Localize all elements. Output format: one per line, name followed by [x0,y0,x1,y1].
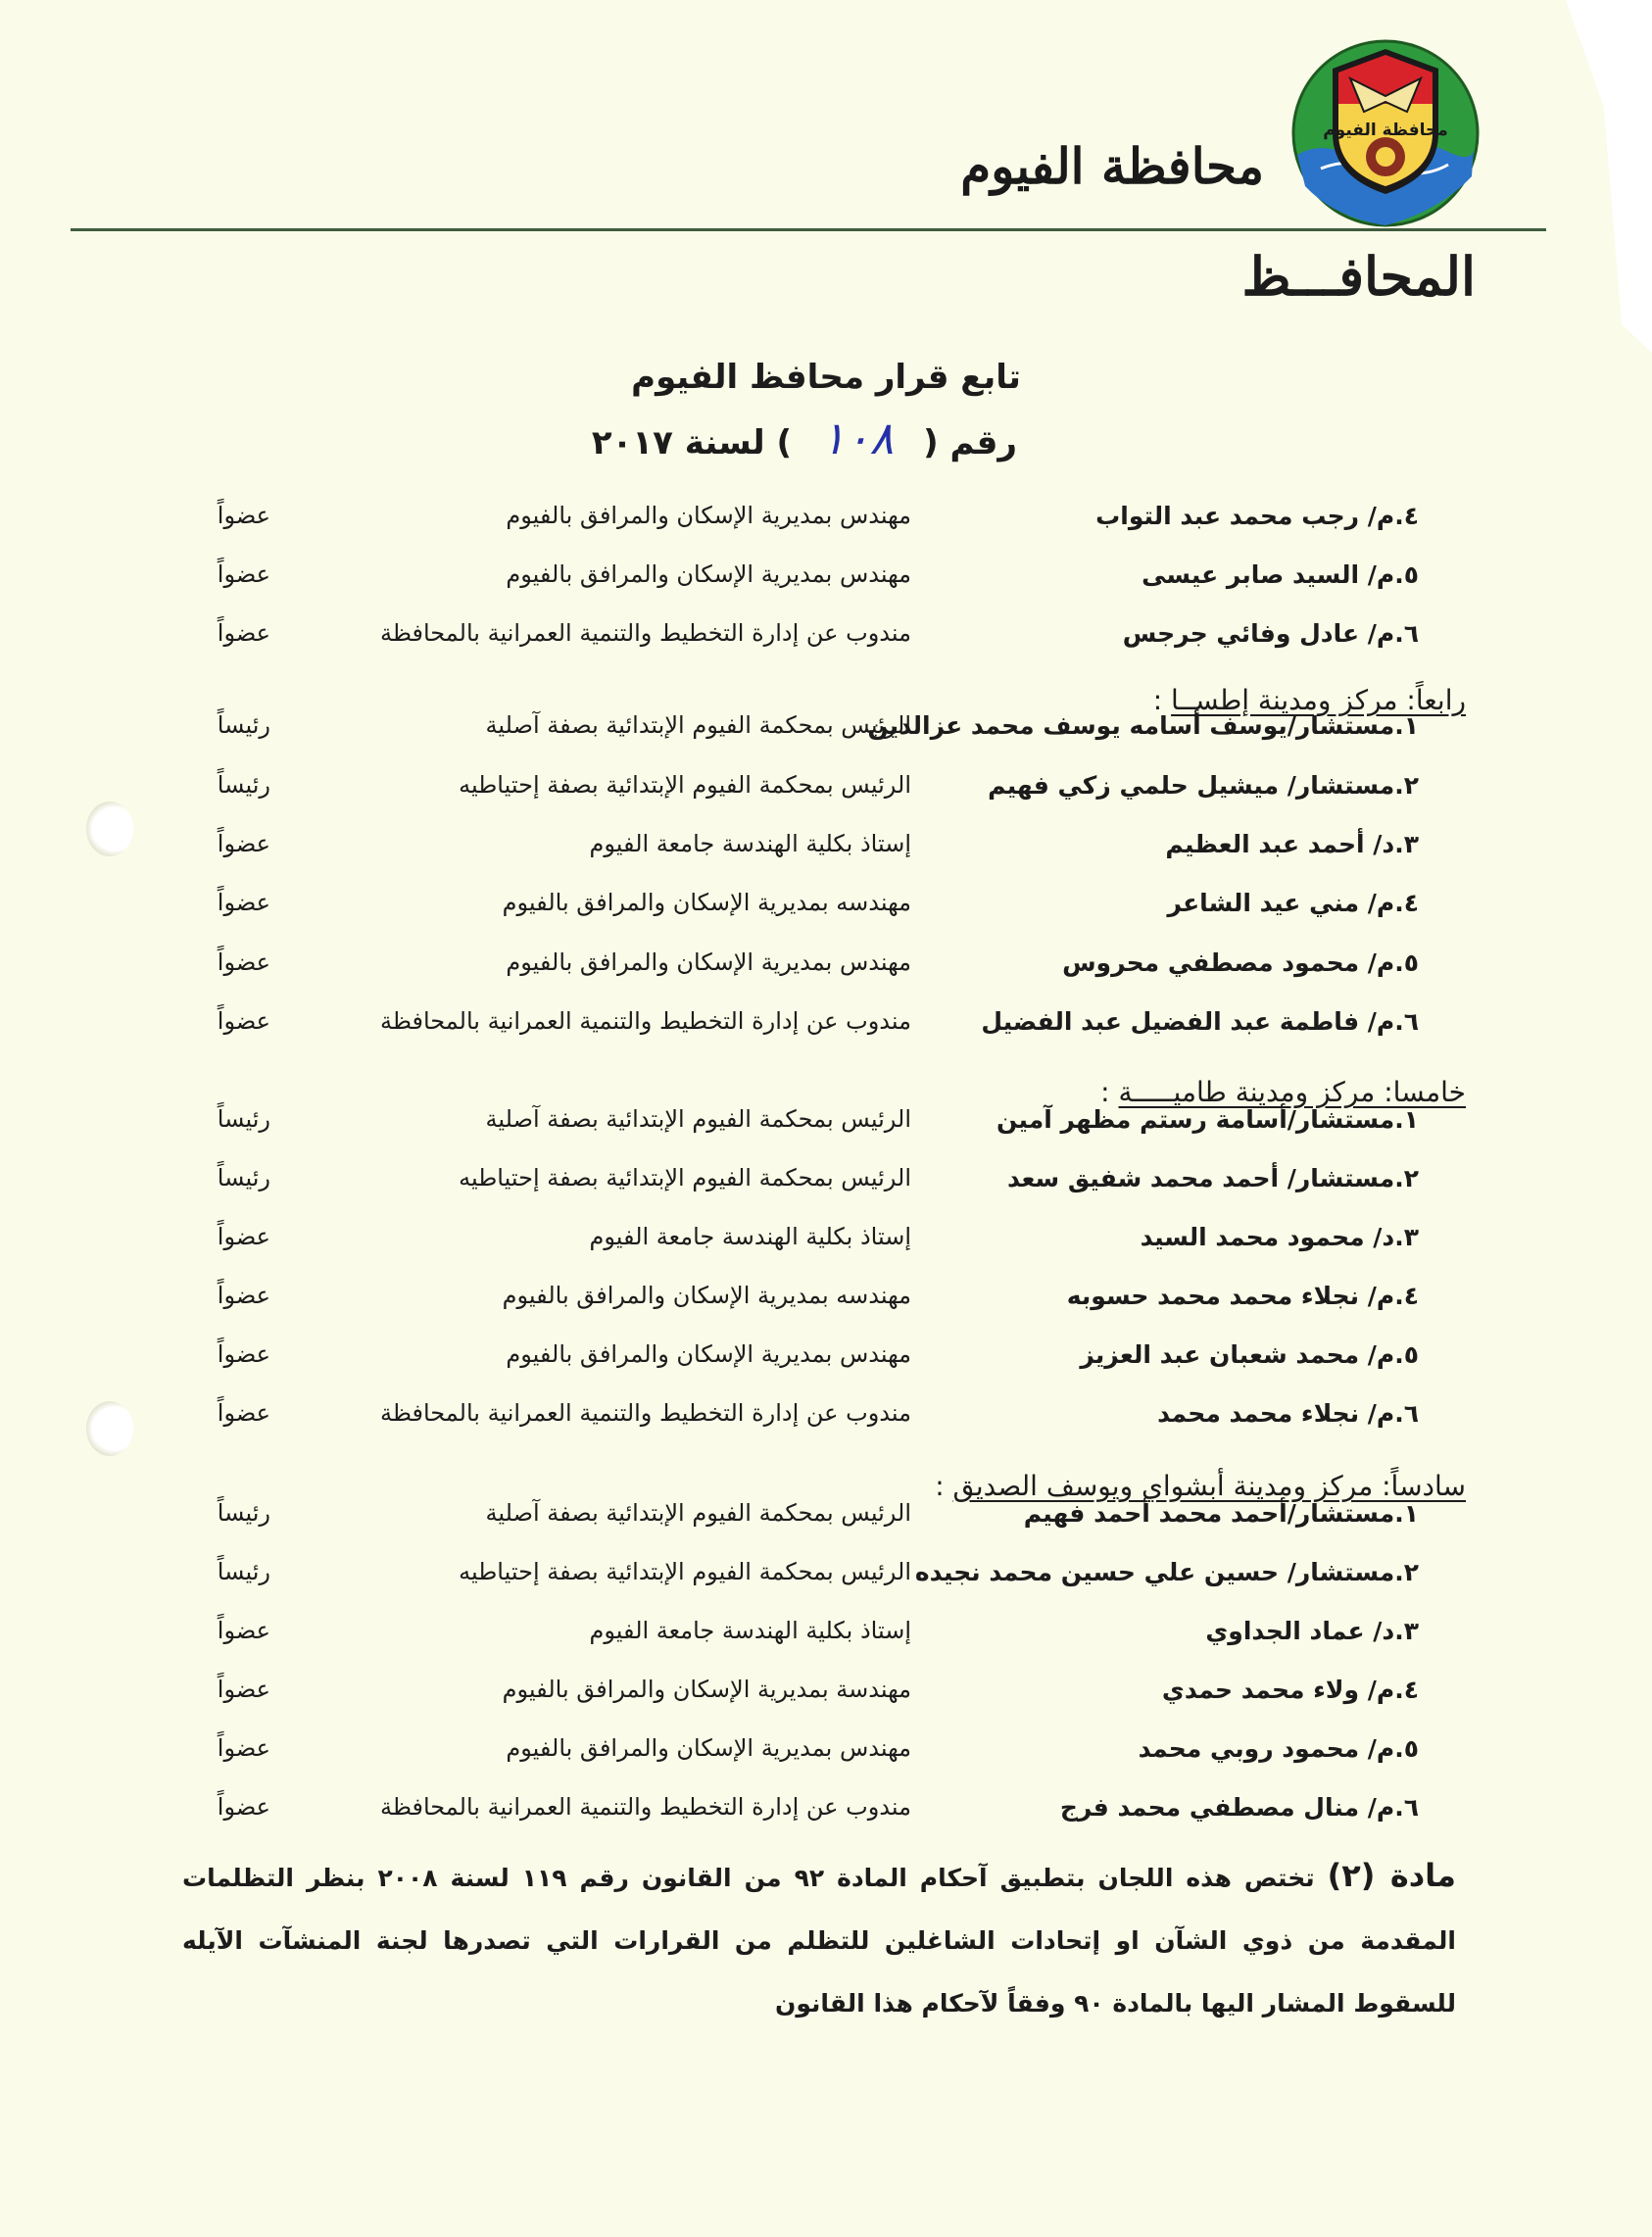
article-label: مادة (٢) [1327,1857,1456,1894]
member-role: عضواً [217,1617,270,1644]
office-title: المحافـــظ [1241,245,1476,308]
member-name: ١.مستشار/يوسف أسامه يوسف محمد عزالدين [867,711,1419,740]
member-position: مهندسه بمديرية الإسكان والمرافق بالفيوم [502,1282,911,1309]
year-label: ) لسنة ٢٠١٧ [591,423,792,462]
member-name: ٢.مستشار/ ميشيل حلمي زكي فهيم [988,771,1419,800]
member-position: الرئيس بمحكمة الفيوم الإبتدائية بصفة إحتياطيه [459,1164,911,1191]
member-position: الرئيس بمحكمة الفيوم الإبتدائية بصفة آصلية [485,1105,911,1133]
member-name: ٤.م/ مني عيد الشاعر [1167,889,1419,917]
member-role: عضواً [217,560,270,588]
article-text: تختص هذه اللجان بتطبيق آحكام المادة ٩٢ من القانون رقم ١١٩ لسنة ٢٠٠٨ بنظر التظلمات المقدمة من ذوي الشآن او إتحادات الشاغلين للتظلم من القرارات التي تصدرها لجنة المنشآت الآيله للسقوط المشار اليها بالمادة ٩٠ وفقاً لآحكام هذا القانون [182,1864,1456,2018]
member-name: ٢.مستشار/ أحمد محمد شفيق سعد [1007,1164,1419,1192]
section-title: خامسا: مركز ومدينة طاميـــــة [1118,1076,1466,1108]
member-name: ٦.م/ فاطمة عبد الفضيل عبد الفضيل [981,1007,1419,1036]
torn-corner [1544,0,1652,353]
member-role: عضواً [217,1399,270,1427]
section-colon: : [935,1470,953,1502]
member-row [0,771,1652,810]
section-colon: : [1152,684,1172,716]
member-row [0,560,1652,600]
section-colon: : [1100,1076,1119,1108]
member-row [0,889,1652,928]
member-row [0,1734,1652,1774]
member-position: إستاذ بكلية الهندسة جامعة الفيوم [589,830,911,857]
member-row [0,1282,1652,1321]
member-role: عضواً [217,1282,270,1309]
decision-number-line [592,412,1017,464]
member-name: ٥.م/ محمد شعبان عبد العزيز [1080,1340,1419,1369]
article-paragraph [182,1844,1456,2035]
member-position: مهندسه بمديرية الإسكان والمرافق بالفيوم [502,889,911,916]
member-row [0,1399,1652,1438]
member-name: ٣.د/ عماد الجداوي [1205,1617,1419,1645]
member-name: ٥.م/ محمود مصطفي محروس [1062,948,1419,977]
member-position: الرئيس بمحكمة الفيوم الإبتدائية بصفة آصلية [485,711,911,739]
member-row [0,619,1652,658]
member-name: ٦.م/ عادل وفائي جرجس [1122,619,1419,648]
member-role: عضواً [217,1793,270,1821]
decision-title: تابع قرار محافظ الفيوم [631,358,1021,397]
member-row [0,1007,1652,1046]
member-name: ١.مستشار/أسامة رستم مظهر آمين [996,1105,1419,1134]
member-name: ٥.م/ محمود روبي محمد [1138,1734,1419,1763]
member-role: رئيساً [217,771,270,799]
member-row [0,502,1652,541]
governorate-name: محافظة الفيوم [960,137,1264,195]
member-row [0,1617,1652,1656]
member-name: ١.مستشار/أحمد محمد أحمد فهيم [1023,1499,1419,1528]
member-role: عضواً [217,619,270,647]
member-row [0,1164,1652,1203]
section-title: رابعاً: مركز ومدينة إطســا [1171,684,1466,716]
member-role: عضواً [217,830,270,857]
member-position: مهندس بمديرية الإسكان والمرافق بالفيوم [506,502,911,529]
member-position: إستاذ بكلية الهندسة جامعة الفيوم [589,1223,911,1250]
member-position: مهندس بمديرية الإسكان والمرافق بالفيوم [506,1340,911,1368]
member-position: الرئيس بمحكمة الفيوم الإبتدائية بصفة إحتياطيه [459,771,911,799]
handwritten-number: ١٠٨ [821,412,895,464]
member-position: مهندس بمديرية الإسكان والمرافق بالفيوم [506,948,911,976]
member-position: الرئيس بمحكمة الفيوم الإبتدائية بصفة إحتياطيه [459,1558,911,1585]
member-name: ٤.م/ رجب محمد عبد التواب [1095,502,1419,530]
member-position: إستاذ بكلية الهندسة جامعة الفيوم [589,1617,911,1644]
member-name: ٤.م/ ولاء محمد حمدي [1161,1676,1419,1704]
member-name: ٢.مستشار/ حسين علي حسين محمد نجيده [914,1558,1419,1586]
member-row [0,1499,1652,1538]
member-role: رئيساً [217,1558,270,1585]
section-heading [1100,1076,1466,1108]
member-row [0,1223,1652,1262]
member-row [0,711,1652,751]
member-position: مندوب عن إدارة التخطيط والتنمية العمرانية بالمحافظة [379,1793,911,1821]
member-row [0,1793,1652,1832]
member-role: عضواً [217,948,270,976]
member-position: مهندس بمديرية الإسكان والمرافق بالفيوم [506,1734,911,1762]
member-role: عضواً [217,889,270,916]
member-role: عضواً [217,1340,270,1368]
member-position: مندوب عن إدارة التخطيط والتنمية العمرانية بالمحافظة [379,1399,911,1427]
member-role: رئيساً [217,711,270,739]
member-name: ٦.م/ منال مصطفي محمد فرج [1059,1793,1419,1822]
emblem-text: محافظة الفيوم [1323,121,1448,140]
member-name: ٣.د/ أحمد عبد العظيم [1165,830,1419,858]
member-row [0,1676,1652,1715]
member-row [0,830,1652,869]
member-role: رئيساً [217,1164,270,1191]
member-role: عضواً [217,1007,270,1035]
member-row [0,1340,1652,1380]
governorate-emblem [1291,39,1480,227]
member-row [0,948,1652,988]
member-name: ٣.د/ محمود محمد السيد [1140,1223,1419,1251]
member-name: ٤.م/ نجلاء محمد محمد حسوبه [1066,1282,1419,1310]
member-name: ٦.م/ نجلاء محمد محمد [1157,1399,1419,1428]
member-role: عضواً [217,1734,270,1762]
section-heading [935,1470,1466,1502]
member-name: ٥.م/ السيد صابر عيسى [1142,560,1419,589]
section-title: سادساً: مركز ومدينة أبشواي ويوسف الصديق [952,1470,1466,1502]
member-role: عضواً [217,1676,270,1703]
member-position: مهندس بمديرية الإسكان والمرافق بالفيوم [506,560,911,588]
member-row [0,1558,1652,1597]
member-position: مندوب عن إدارة التخطيط والتنمية العمرانية بالمحافظة [379,619,911,647]
member-role: رئيساً [217,1499,270,1527]
member-role: عضواً [217,1223,270,1250]
member-role: رئيساً [217,1105,270,1133]
member-position: الرئيس بمحكمة الفيوم الإبتدائية بصفة آصلية [485,1499,911,1527]
member-role: عضواً [217,502,270,529]
member-position: مهندسة بمديرية الإسكان والمرافق بالفيوم [502,1676,911,1703]
member-position: مندوب عن إدارة التخطيط والتنمية العمرانية بالمحافظة [379,1007,911,1035]
member-row [0,1105,1652,1144]
header-divider [71,228,1546,231]
number-label: رقم ( [923,423,1017,462]
